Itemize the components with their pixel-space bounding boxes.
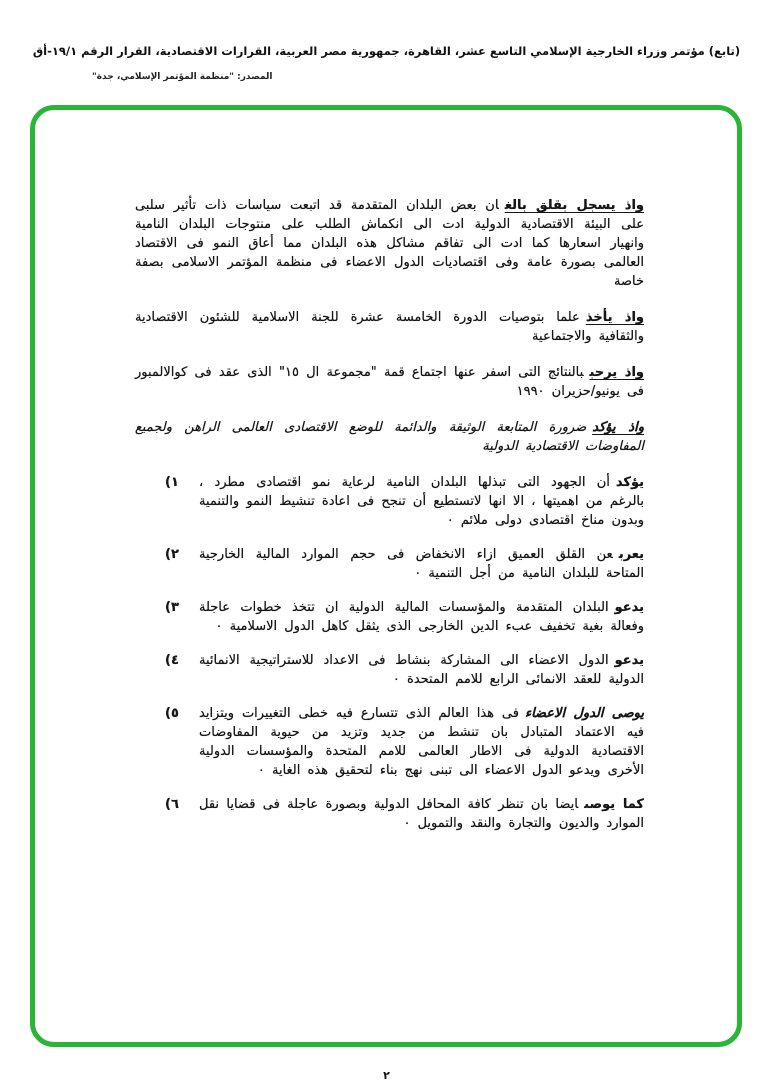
resolution-items — [135, 473, 644, 833]
item-text-3 — [199, 598, 644, 636]
resolution-item-1 — [135, 473, 644, 530]
document-title: (تابع) مؤتمر وزراء الخارجية الإسلامي التاسع عشر، القاهرة، جمهورية مصر العربية، القرارات الاقتصادية، القرار الرقم ١٩/١-أق — [32, 44, 741, 58]
item-number-3: ٣) — [165, 600, 179, 615]
resolution-item-2 — [135, 545, 644, 583]
preamble-text-3: بالنتائج التى اسفر عنها اجتماع قمة "مجموعة ال ١٥" الذى عقد فى كوالالمبور فى يونيو/حزيران ١٩٩٠ — [135, 365, 644, 399]
resolution-item-4 — [135, 651, 644, 689]
document-green-frame — [30, 105, 742, 1047]
item-number-6: ٦) — [165, 797, 179, 812]
resolution-item-5 — [135, 704, 644, 780]
item-body-5: فى هذا العالم الذى تتسارع فيه خطى التغييرات ويتزايد فيه الاعتماد المتبادل بان تنشط من جديد وتزيد من حيوية المفاوضات الاقتصادية الدولية فى الاطار العالمى للامم المتحدة والمؤسسات الدولية الأخرى ويدعو الدول الاعضاء الى تبنى نهج بناء لتحقيق هذه الغاية ٠ — [199, 706, 644, 778]
preamble-paragraph-1 — [135, 196, 644, 291]
item-lead-4: يدعو — [614, 653, 644, 668]
item-body-2: عن القلق العميق ازاء الانخفاض فى حجم الموارد المالية الخارجية المتاحة للبلدان النامية من أجل التنمية ٠ — [199, 547, 644, 581]
item-number-1: ١) — [165, 475, 179, 490]
preamble-lead-4: واذ يؤكد — [592, 420, 644, 435]
preamble-lead-2: واذ يأخذ — [585, 310, 644, 325]
resolution-item-3 — [135, 598, 644, 636]
item-text-5 — [199, 704, 644, 780]
item-body-1: أن الجهود التى تبذلها البلدان النامية لرعاية نمو اقتصادى مطرد ، بالرغم من اهميتها ، الا انها لاتستطيع أن تنجح فى اعادة تنشيط النمو والتنمية وبدون مناخ اقتصادى دولى ملائم ٠ — [199, 475, 644, 528]
item-body-3: البلدان المتقدمة والمؤسسات المالية الدولية ان تتخذ خطوات عاجلة وفعالة بغية تخفيف عبء الدين الخارجى الذى يثقل كاهل الدول الاسلامية ٠ — [199, 600, 644, 634]
preamble-text-4: ضرورة المتابعة الوثيقة والدائمة للوضع الاقتصادى العالمى الراهن ولجميع المفاوضات الاقتصادية الدولية — [135, 420, 644, 454]
document-body — [35, 110, 737, 1042]
item-lead-3: يدعو — [614, 600, 644, 615]
item-lead-2: يعرب — [618, 547, 644, 562]
document-source: المصدر: "منظمة المؤتمر الإسلامي، جدة" — [92, 72, 273, 82]
resolution-item-6 — [135, 795, 644, 833]
preamble-text-1: ان بعض البلدان المتقدمة قد اتبعت سياسات ذات تأثير سلبى على البيئة الاقتصادية الدولية ادت الى انكماش الطلب على منتوجات البلدان النامية وانهيار اسعارها كما ادت الى تفاقم مشاكل هذه البلدان مما أعاق النمو فى الاقتصاد العالمى بصورة عامة وفى اقتصاديات الدول الاعضاء فى منظمة المؤتمر الاسلامى بصفة خاصة — [135, 198, 644, 289]
preamble-lead-1: واذ يسجل بقلق بالغ — [504, 198, 644, 213]
item-lead-6: كما يوصى — [584, 797, 644, 812]
item-number-4: ٤) — [165, 653, 179, 668]
preamble-paragraph-2 — [135, 308, 644, 346]
item-body-4: الدول الاعضاء الى المشاركة بنشاط فى الاعداد للاستراتيجية الانمائية الدولية للعقد الانمائى الرابع للامم المتحدة ٠ — [199, 653, 644, 687]
item-lead-1: يؤكد — [615, 475, 644, 490]
item-number-2: ٢) — [165, 547, 179, 562]
item-lead-5: يوصى الدول الاعضاء — [524, 706, 644, 721]
item-number-5: ٥) — [165, 706, 179, 721]
preamble-lead-3: واذ يرحب — [589, 365, 644, 380]
page-number: ٢ — [383, 1069, 390, 1082]
item-text-6 — [199, 795, 644, 833]
preamble-paragraph-4 — [135, 418, 644, 456]
item-body-6: ايضا بان تنظر كافة المحافل الدولية وبصورة عاجلة فى قضايا نقل الموارد والديون والتجارة والنقد والتمويل ٠ — [199, 797, 644, 831]
preamble-paragraph-3 — [135, 363, 644, 401]
preamble-text-2: علما بتوصيات الدورة الخامسة عشرة للجنة الاسلامية للشئون الاقتصادية والثقافية والاجتماعية — [135, 310, 644, 344]
item-text-1 — [199, 473, 644, 530]
item-text-4 — [199, 651, 644, 689]
item-text-2 — [199, 545, 644, 583]
